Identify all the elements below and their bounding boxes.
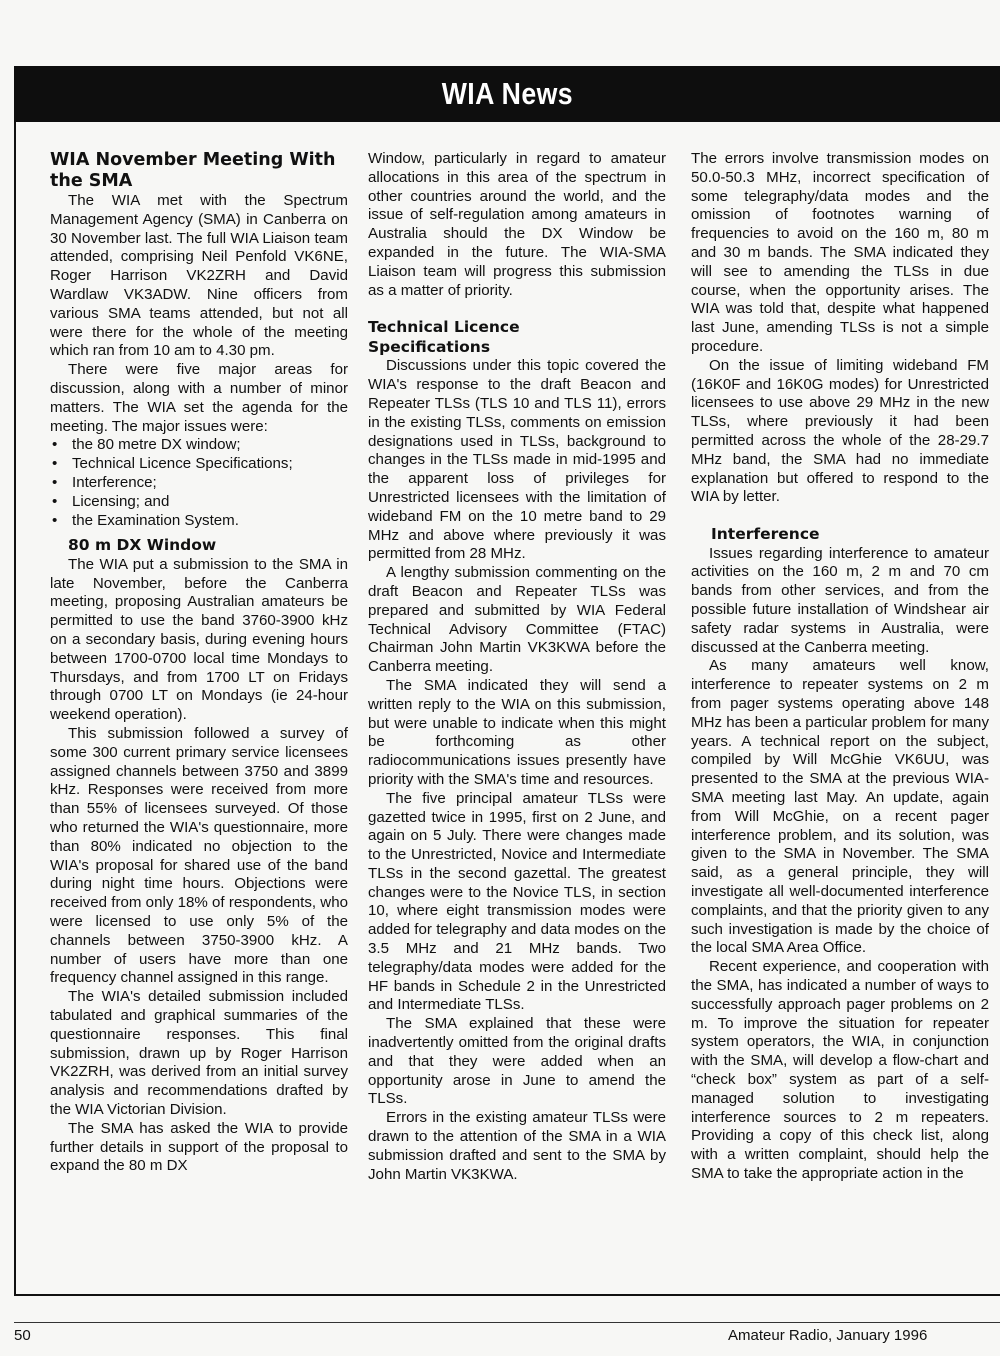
heading-november-meeting: WIA November Meeting With the SMA: [50, 150, 336, 191]
paragraph: Window, particularly in regard to amateur allocations in this area of the spectrum in other countries around the world, and the issue of self-regulation among amateurs in Australia should the DX Window be expanded in the future. The WIA-SMA Liaison team will progress this submission as a matter of priority.: [368, 150, 666, 299]
paragraph: The SMA has asked the WIA to provide further details in support of the proposal to expand the 80 m DX: [50, 1119, 348, 1175]
paragraph: Issues regarding interference to amateur activities on the 160 m, 2 m and 70 cm bands from other services, and from the possible future installation of Windshear air safety radar systems in Australia, were discussed at the Canberra meeting.: [691, 544, 989, 656]
heading-technical-licence: Technical Licence Specifications: [368, 318, 520, 356]
paragraph: The WIA put a submission to the SMA in late November, before the Canberra meeting, proposing Australian amateurs be permitted to use the band 3760-3900 kHz on a secondary basis, during evening hours between 1700-0700 local time Mondays to Thursdays, and from 1700 LT on Fridays through 0700 LT on Mondays (ie 24-hour weekend operation).: [50, 555, 348, 724]
agenda-list: [50, 436, 348, 530]
paragraph: The WIA's detailed submission included tabulated and graphical summaries of the questionnaire responses. This final submission, drawn up by Roger Harrison VK2ZRH, was derived from an initial survey analysis and recommendations drafted by the WIA Victorian Division.: [50, 988, 348, 1118]
paragraph: This submission followed a survey of some 300 current primary service licensees assigned channels between 3750 and 3899 kHz. Responses were received from more than 55% of licensees surveyed. Of those who returned the WIA's questionnaire, more than 80% indicated no objection to the WIA's proposal for shared use of the band during night time hours. Objections were received from only 18% of respondents, who were licensed to use only 5% of the channels between 3750-3900 kHz. A number of users have more than one frequency channel assigned in this range.: [50, 725, 348, 987]
paragraph: The SMA explained that these were inadvertently omitted from the original drafts and that they were added when an opportunity arose in June to amend the TLSs.: [368, 1015, 666, 1108]
list-item: • Licensing; and: [50, 493, 348, 512]
paragraph: Recent experience, and cooperation with the SMA, has indicated a number of ways to successfully approach pager problems on 2 m. To improve the situation for repeater system operators, the WIA, in conjunction with the SMA, will develop a flow-chart and “check box” system as part of a self-managed solution to investigating interference sources to 2 m repeaters. Providing a copy of this check list, along with a written complaint, should help the SMA to take the appropriate action in the: [691, 958, 989, 1182]
paragraph: On the issue of limiting wideband FM (16K0F and 16K0G modes) for Unrestricted licensees to use above 29 MHz in the new TLSs, where previously it had been permitted across the whole of the 28-29.7 MHz band, the SMA had no immediate explanation but offered to respond to the WIA by letter.: [691, 356, 989, 506]
magazine-issue: Amateur Radio, January 1996: [728, 1327, 928, 1344]
paragraph: There were five major areas for discussion, along with a number of minor matters. The WIA set the agenda for the meeting. The major issues were:: [50, 361, 348, 435]
column-1: [50, 150, 348, 1176]
paragraph: As many amateurs well know, interference to repeater systems on 2 m from pager systems operating above 148 MHz has been a particular problem for many years. A technical report on the subject, compiled by Will McGhie VK6UU, was presented to the SMA at the previous WIA-SMA meeting last May. An update, again from Will McGhie, on a recent pager interference problem, and its solution, was given to the SMA in November. The SMA said, as a general principle, they will investigate all well-documented interference complaints, and that the priority given to any such investigation is made by the choice of the local SMA Area Office.: [691, 657, 989, 957]
list-item: • Interference;: [50, 474, 348, 493]
list-item: • the Examination System.: [50, 512, 348, 531]
banner-title: WIA News: [441, 76, 573, 111]
paragraph: The WIA met with the Spectrum Management Agency (SMA) in Canberra on 30 November last. The full WIA Liaison team attended, comprising Neil Penfold VK6NE, Roger Harrison VK2ZRH and David Wardlaw VK3ADW. Nine officers from various SMA teams attended, but not all were there for the whole of the meeting which ran from 10 am to 4.30 pm.: [50, 192, 348, 360]
heading-interference: Interference: [711, 525, 820, 544]
page-number: 50: [14, 1327, 31, 1344]
column-3: [691, 150, 989, 1184]
paragraph: Errors in the existing amateur TLSs were drawn to the attention of the SMA in a WIA submission drafted and sent to the SMA by John Martin VK3KWA.: [368, 1109, 666, 1183]
column-2: [368, 150, 666, 1184]
list-item: • Technical Licence Specifications;: [50, 455, 348, 474]
paragraph: Discussions under this topic covered the WIA's response to the draft Beacon and Repeater TLSs (TLS 10 and TLS 11), errors in the existing TLSs, comments on emission designations used in TLSs, background to changes in the TLSs made in mid-1995 and the apparent loss of privileges for Unrestricted licensees with the limitation of wideband FM on the 10 metre band to 29 MHz and above where previously it was permitted from 28 MHz.: [368, 357, 666, 563]
list-item: • the 80 metre DX window;: [50, 436, 348, 455]
heading-dx-window: 80 m DX Window: [68, 536, 217, 555]
paragraph: A lengthy submission commenting on the draft Beacon and Repeater TLSs was prepared and submitted by WIA Federal Technical Advisory Committee (FTAC) Chairman John Martin VK3KWA before the Canberra meeting.: [368, 564, 666, 676]
paragraph: The SMA indicated they will send a written reply to the WIA on this submission, but were unable to indicate when this might be forthcoming as other radiocommunications issues presently have priority with the SMA's time and resources.: [368, 676, 666, 788]
footer-rule: [14, 1322, 1000, 1323]
section-banner: [14, 66, 1000, 122]
paragraph: The five principal amateur TLSs were gazetted twice in 1995, first on 2 June, and again on 5 July. There were changes made to the Unrestricted, Novice and Intermediate TLSs in the second gazettal. The greatest changes were to the Novice TLS, in section 10, where eight transmission modes were added for telegraphy and data modes on the 3.5 MHz and 21 MHz bands. Two telegraphy/data modes were added for the HF bands in Schedule 2 in the Unrestricted and Intermediate TLSs.: [368, 789, 666, 1014]
paragraph: The errors involve transmission modes on 50.0-50.3 MHz, incorrect specification of some telegraphy/data modes and the omission of footnotes warning of frequencies to avoid on the 160 m, 80 m and 30 m bands. The SMA indicated they will see to amending the TLSs in due course, when the opportunity arises. The WIA was told that, despite what happened last June, amending TLSs is not a simple procedure.: [691, 150, 989, 355]
